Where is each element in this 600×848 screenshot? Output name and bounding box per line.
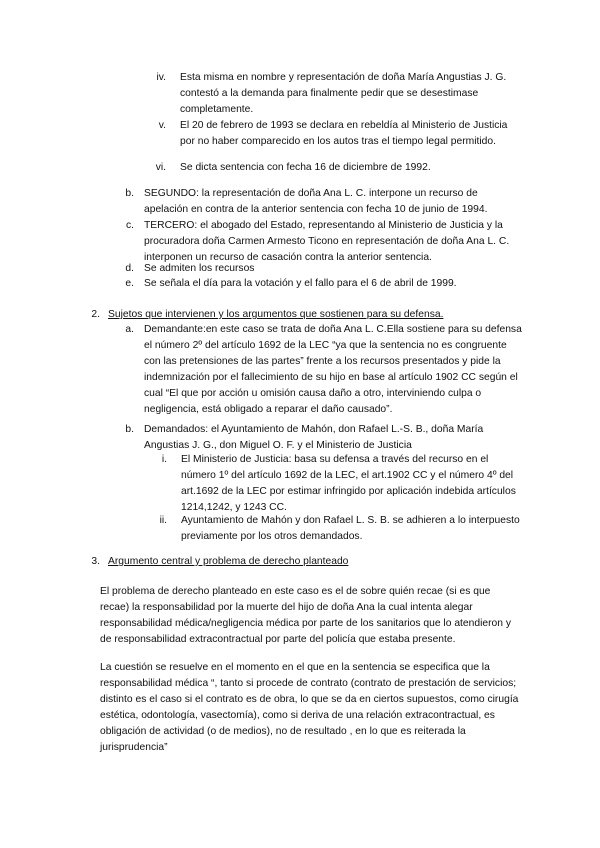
list-item	[125, 276, 524, 292]
list-item-text: El Ministerio de Justicia: basa su defensa a través del recurso en el número 1º del artículo 1692 de la LEC, el art.1902 CC y el número 4º del art.1692 de la LEC por estimar infringido por aplicación indebida artículos 1214,1242, y 1243 CC.	[181, 454, 516, 513]
list-marker: b.	[125, 188, 134, 199]
list-marker: ii.	[159, 515, 167, 526]
body-paragraph: La cuestión se resuelve en el momento en el que en la sentencia se especifica que la responsabilidad médica “, tanto si procede de contrato (contrato de prestación de servicios; distinto es el caso si el contrato es de obra, lo que se da en ciertos supuestos, como cirugía estética, odontología, vasectomía), como si deriva de una relación extracontractual, es obligación de actividad (o de medios), no de resultado , en lo que es reiterada la jurisprudencia”	[100, 662, 519, 753]
list-marker: e.	[125, 278, 134, 289]
list-item	[125, 322, 524, 418]
list-marker: iv.	[156, 72, 166, 83]
list-marker: d.	[125, 263, 134, 274]
list-item-text: El 20 de febrero de 1993 se declara en rebeldía al Ministerio de Justicia por no haber comparecido en los autos tras el tiempo legal permitido.	[180, 120, 508, 147]
list-marker: b.	[125, 424, 134, 435]
list-item	[125, 186, 524, 218]
list-item	[156, 70, 520, 118]
list-item-text: Se señala el día para la votación y el fallo para el 6 de abril de 1999.	[144, 278, 457, 289]
list-item-text: Demandante:en este caso se trata de doña Ana L. C.Ella sostiene para su defensa el número 2º del artículo 1692 de la LEC “ya que la sentencia no es congruente con las pretensiones de las partes” frente a los recursos presentados y pide la indemnización por el fallecimiento de su hijo en base al artículo 1902 CC según el cual “El que por acción u omisión causa daño a otro, interviniendo culpa o negligencia, está obligado a reparar el daño causado”.	[144, 324, 522, 415]
section-title: Argumento central y problema de derecho planteado	[108, 556, 349, 567]
list-item	[125, 261, 524, 277]
list-item	[159, 513, 521, 545]
list-marker: v.	[158, 120, 166, 131]
list-item-text: SEGUNDO: la representación de doña Ana L. C. interpone un recurso de apelación en contra de la anterior sentencia con fecha 10 de junio de 1994.	[144, 188, 488, 215]
list-item-text: Se admiten los recursos	[144, 263, 255, 274]
list-item	[155, 160, 520, 176]
list-item-text: TERCERO: el abogado del Estado, representando al Ministerio de Justicia y la procuradora doña Carmen Armesto Ticono en representación de doña Ana L. C. interponen un recurso de casación contra la anterior sentencia.	[144, 220, 510, 263]
list-item	[125, 422, 524, 454]
list-item	[158, 118, 520, 150]
list-item	[125, 218, 524, 266]
list-marker: i.	[161, 454, 167, 465]
body-paragraph: El problema de derecho planteado en este caso es el de sobre quién recae (si es que recae) la responsabilidad por la muerte del hijo de doña Ana la cual intenta alegar responsabilidad médica/negligencia médica por parte de los sanitarios que lo atendieron y de responsabilidad extracontractual por parte del policía que estaba presente.	[100, 586, 511, 645]
section-heading	[91, 307, 528, 323]
list-item-text: Esta misma en nombre y representación de doña María Angustias J. G. contestó a la demanda para finalmente pedir que se desestimase completamente.	[180, 72, 507, 115]
list-item-text: Ayuntamiento de Mahón y don Rafael L. S. B. se adhieren a lo interpuesto previamente por los otros demandados.	[181, 515, 520, 542]
list-marker: a.	[125, 324, 134, 335]
section-title: Sujetos que intervienen y los argumentos que sostienen para su defensa.	[108, 309, 444, 320]
list-item-text: Se dicta sentencia con fecha 16 de diciembre de 1992.	[180, 162, 431, 173]
list-marker: c.	[125, 220, 134, 231]
list-item-text: Demandados: el Ayuntamiento de Mahón, don Rafael L.-S. B., doña María Angustias J. G., don Miguel O. F. y el Ministerio de Justicia	[144, 424, 484, 451]
section-number: 3.	[91, 556, 100, 567]
list-item	[161, 452, 521, 516]
section-number: 2.	[91, 309, 100, 320]
section-heading	[91, 554, 528, 570]
list-marker: vi.	[155, 162, 166, 173]
